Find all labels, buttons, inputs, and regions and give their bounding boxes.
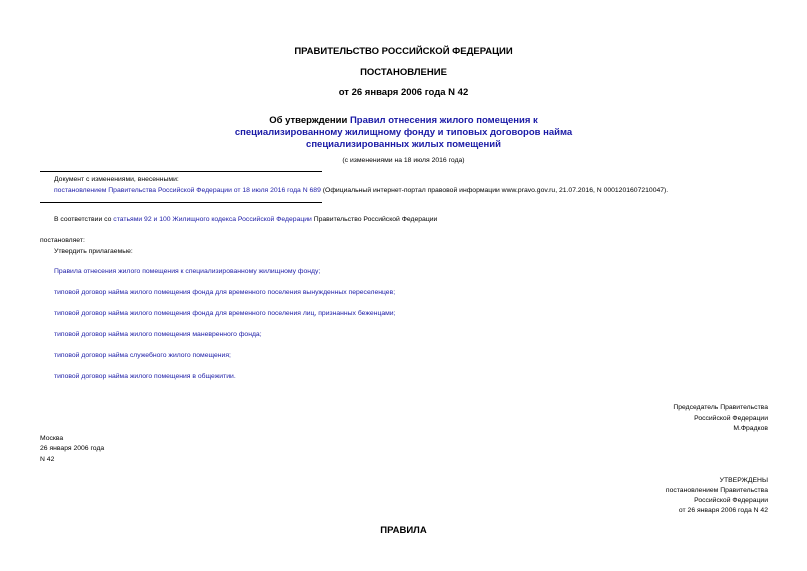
title-link-line3[interactable]: специализированных жилых помещений bbox=[306, 139, 501, 150]
approval-line-1: УТВЕРЖДЕНЫ bbox=[719, 477, 768, 484]
title-prefix: Об утверждении bbox=[269, 115, 350, 126]
preamble-law-link[interactable]: статьями 92 и 100 Жилищного кодекса Российской Федерации bbox=[113, 216, 312, 223]
preamble-suffix: Правительство Российской Федерации bbox=[311, 216, 438, 223]
signatory-position-2: Российской Федерации bbox=[694, 415, 768, 422]
amendment-source: (Официальный интернет-портал правовой информации www.pravo.gov.ru, 21.07.2016, N 0001201607210047). bbox=[320, 187, 669, 194]
title-link-line1[interactable]: Правил отнесения жилого помещения к bbox=[349, 115, 538, 126]
resolves-text: постановляет: bbox=[40, 237, 85, 244]
amendments-intro: Документ с изменениями, внесенными: bbox=[54, 176, 179, 183]
separator-top bbox=[40, 171, 322, 172]
doc-date-number: от 26 января 2006 года N 42 bbox=[338, 87, 469, 98]
approved-doc-link[interactable]: типовой договор найма жилого помещения фонда для временного поселения вынужденных переселенцев; bbox=[54, 289, 396, 296]
approval-line-3: Российской Федерации bbox=[694, 497, 768, 504]
amendments-line bbox=[54, 186, 668, 195]
amendment-link[interactable]: постановлением Правительства Российской Федерации от 18 июля 2016 года N 689 bbox=[54, 187, 321, 194]
approval-line-4: от 26 января 2006 года N 42 bbox=[678, 507, 768, 514]
approved-doc-link[interactable]: типовой договор найма жилого помещения в общежитии. bbox=[54, 373, 236, 380]
revision-note: (с изменениями на 18 июля 2016 года) bbox=[342, 157, 465, 164]
approved-doc-link[interactable]: типовой договор найма служебного жилого помещения; bbox=[54, 352, 231, 359]
approve-text: Утвердить прилагаемые: bbox=[54, 248, 133, 255]
place-city: Москва bbox=[40, 435, 64, 442]
separator-bottom bbox=[40, 202, 322, 203]
doc-type-heading: ПОСТАНОВЛЕНИЕ bbox=[360, 67, 447, 78]
preamble-prefix: В соответствии со bbox=[54, 216, 114, 223]
approval-line-2: постановлением Правительства bbox=[665, 487, 768, 494]
signatory-name: М.Фрадков bbox=[733, 425, 768, 432]
section-heading: ПРАВИЛА bbox=[380, 525, 427, 536]
preamble bbox=[54, 215, 437, 224]
approved-doc-link[interactable]: типовой договор найма жилого помещения фонда для временного поселения лиц, признанных беженцами; bbox=[54, 310, 396, 317]
place-number: N 42 bbox=[40, 456, 55, 463]
document-title bbox=[0, 115, 807, 151]
approved-doc-link[interactable]: типовой договор найма жилого помещения маневренного фонда; bbox=[54, 331, 262, 338]
place-date: 26 января 2006 года bbox=[40, 445, 105, 452]
signatory-position-1: Председатель Правительства bbox=[673, 404, 768, 411]
org-heading: ПРАВИТЕЛЬСТВО РОССИЙСКОЙ ФЕДЕРАЦИИ bbox=[294, 46, 513, 57]
title-link-line2[interactable]: специализированному жилищному фонду и типовых договоров найма bbox=[234, 127, 573, 138]
approved-doc-link[interactable]: Правила отнесения жилого помещения к специализированному жилищному фонду; bbox=[54, 268, 321, 275]
